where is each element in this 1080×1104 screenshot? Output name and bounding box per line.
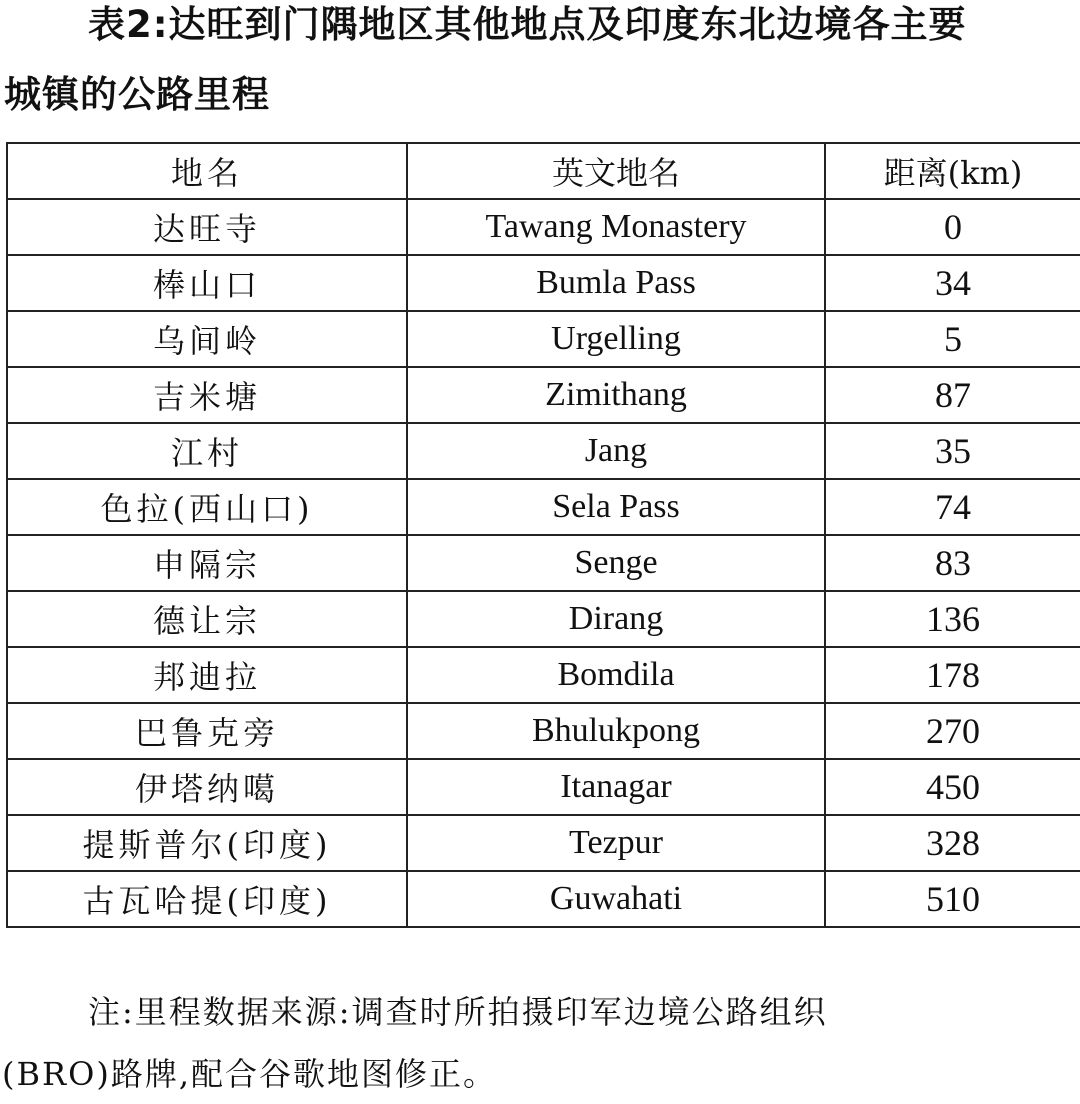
place-name-cell: 古瓦哈提(印度) (7, 871, 407, 927)
english-name-cell: Tezpur (407, 815, 825, 871)
table-row (7, 255, 1080, 311)
table-body (7, 199, 1080, 927)
table-row (7, 871, 1080, 927)
distance-cell: 34 (825, 255, 1080, 311)
table-row (7, 311, 1080, 367)
table-row (7, 647, 1080, 703)
place-name-cell: 乌间岭 (7, 311, 407, 367)
place-name-cell: 伊塔纳噶 (7, 759, 407, 815)
header-place-name: 地名 (7, 143, 407, 199)
table-row (7, 759, 1080, 815)
place-name-cell: 申隔宗 (7, 535, 407, 591)
english-name-cell: Guwahati (407, 871, 825, 927)
english-name-cell: Dirang (407, 591, 825, 647)
english-name-cell: Urgelling (407, 311, 825, 367)
place-name-cell: 棒山口 (7, 255, 407, 311)
place-name-cell: 巴鲁克旁 (7, 703, 407, 759)
english-name-cell: Senge (407, 535, 825, 591)
distance-cell: 510 (825, 871, 1080, 927)
place-name-cell: 邦迪拉 (7, 647, 407, 703)
place-name-cell: 江村 (7, 423, 407, 479)
header-distance: 距离(km) (825, 143, 1080, 199)
caption-line-2: 城镇的公路里程 (4, 73, 270, 116)
distance-cell: 270 (825, 703, 1080, 759)
distance-cell: 328 (825, 815, 1080, 871)
place-name-cell: 色拉(西山口) (7, 479, 407, 535)
caption-line-1: 表2:达旺到门隅地区其他地点及印度东北边境各主要 (88, 3, 967, 46)
english-name-cell: Tawang Monastery (407, 199, 825, 255)
note-line-1: 注:里程数据来源:调查时所拍摄印军边境公路组织 (88, 993, 828, 1031)
distance-cell: 450 (825, 759, 1080, 815)
english-name-cell: Bumla Pass (407, 255, 825, 311)
english-name-cell: Jang (407, 423, 825, 479)
english-name-cell: Zimithang (407, 367, 825, 423)
table-row (7, 815, 1080, 871)
english-name-cell: Sela Pass (407, 479, 825, 535)
place-name-cell: 吉米塘 (7, 367, 407, 423)
header-english-name: 英文地名 (407, 143, 825, 199)
place-name-cell: 提斯普尔(印度) (7, 815, 407, 871)
distance-cell: 5 (825, 311, 1080, 367)
distance-cell: 87 (825, 367, 1080, 423)
english-name-cell: Bhulukpong (407, 703, 825, 759)
table-row (7, 423, 1080, 479)
table-row (7, 367, 1080, 423)
distance-cell: 83 (825, 535, 1080, 591)
distance-cell: 0 (825, 199, 1080, 255)
english-name-cell: Bomdila (407, 647, 825, 703)
table-row (7, 703, 1080, 759)
place-name-cell: 达旺寺 (7, 199, 407, 255)
distance-cell: 35 (825, 423, 1080, 479)
distance-cell: 178 (825, 647, 1080, 703)
distance-cell: 74 (825, 479, 1080, 535)
place-name-cell: 德让宗 (7, 591, 407, 647)
distance-cell: 136 (825, 591, 1080, 647)
note-line-2: (BRO)路牌,配合谷歌地图修正。 (2, 1055, 497, 1093)
table-row (7, 199, 1080, 255)
english-name-cell: Itanagar (407, 759, 825, 815)
table-header-row (7, 143, 1080, 199)
table-row (7, 479, 1080, 535)
table-row (7, 591, 1080, 647)
table-row (7, 535, 1080, 591)
mileage-table (6, 142, 1080, 928)
